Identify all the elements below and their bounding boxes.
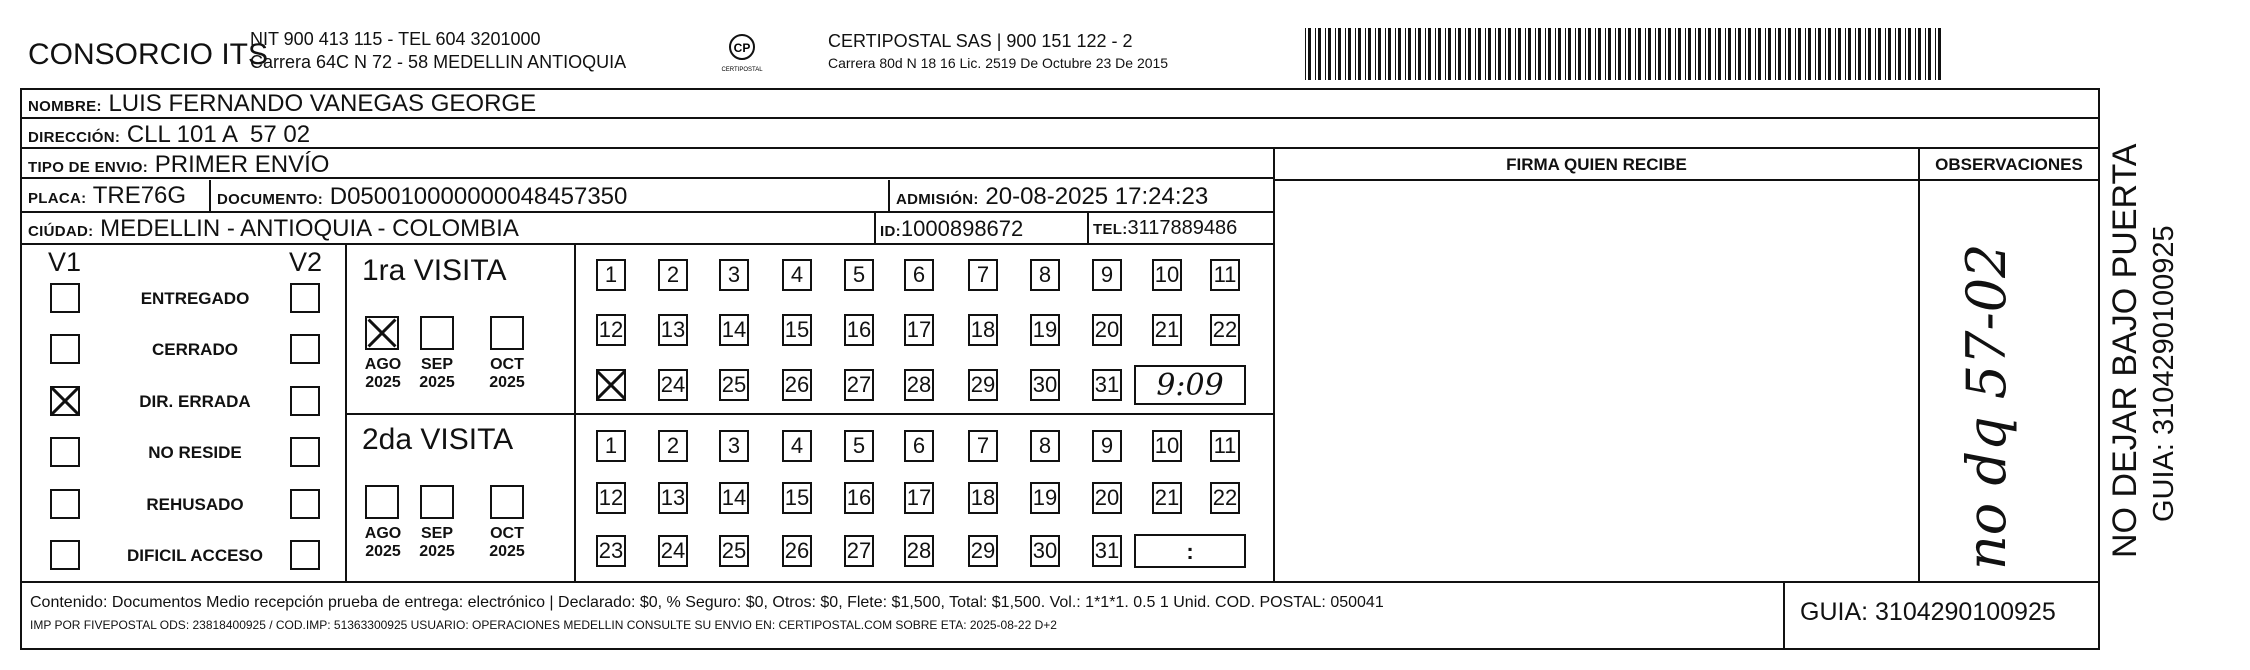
barcode-bar	[1718, 28, 1721, 80]
barcode-bar	[1648, 28, 1651, 80]
barcode-bar	[1908, 28, 1911, 80]
v2-dir-errada-checkbox[interactable]	[290, 386, 320, 416]
v2-cerrado-checkbox[interactable]	[290, 334, 320, 364]
barcode-bar	[1788, 28, 1791, 80]
barcode-bar	[1858, 28, 1861, 80]
barcode-bar	[1395, 28, 1396, 80]
first-visit-day-14[interactable]: 14	[719, 314, 749, 346]
barcode-bar	[1608, 28, 1611, 80]
barcode-bar	[1938, 28, 1941, 80]
direccion-label: DIRECCIÓN:	[28, 129, 121, 146]
v2-no-reside-checkbox[interactable]	[290, 437, 320, 467]
barcode-bar	[1785, 28, 1786, 80]
firma-divider	[1273, 149, 1275, 581]
barcode-bar	[1505, 28, 1506, 80]
barcode-bar	[1805, 28, 1806, 80]
barcode-bar	[1715, 28, 1716, 80]
second-visit-day-20[interactable]: 20	[1092, 482, 1122, 514]
first-visit-day-10[interactable]: 10	[1152, 259, 1182, 291]
barcode-bar	[1848, 28, 1851, 80]
barcode-bar	[1435, 28, 1436, 80]
barcode-bar	[1475, 28, 1476, 80]
first-visit-ago-checkbox[interactable]	[365, 316, 399, 350]
second-visit-time[interactable]: :	[1134, 534, 1246, 568]
barcode-bar	[1765, 28, 1766, 80]
barcode-bar	[1385, 28, 1386, 80]
first-visit-day-7[interactable]: 7	[968, 259, 998, 291]
placa-value: TRE76G	[92, 182, 187, 209]
barcode-bar	[1488, 28, 1491, 80]
v1-dificil-acceso-checkbox[interactable]	[50, 540, 80, 570]
first-visit-day-23[interactable]	[596, 369, 626, 401]
first-visit-day-3[interactable]: 3	[719, 259, 749, 291]
barcode-bar	[1335, 28, 1336, 80]
barcode-bar	[1898, 28, 1901, 80]
second-visit-day-3[interactable]: 3	[719, 430, 749, 462]
barcode-bar	[1745, 28, 1746, 80]
first-visit-day-25[interactable]: 25	[719, 369, 749, 401]
barcode-bar	[1885, 28, 1886, 80]
first-visit-day-24[interactable]: 24	[658, 369, 688, 401]
barcode-bar	[1448, 28, 1451, 80]
barcode-bar	[1738, 28, 1741, 80]
barcode-bar	[1688, 28, 1691, 80]
first-visit-day-19[interactable]: 19	[1030, 314, 1060, 346]
barcode-bar	[1365, 28, 1366, 80]
barcode-bar	[1775, 28, 1776, 80]
second-visit-day-30[interactable]: 30	[1030, 535, 1060, 567]
first-visit-day-28[interactable]: 28	[904, 369, 934, 401]
barcode-bar	[1465, 28, 1466, 80]
tel-value: 3117889486	[1127, 217, 1238, 239]
barcode-bar	[1828, 28, 1831, 80]
second-visit-month-oct: OCT 2025	[489, 525, 525, 560]
barcode-bar	[1905, 28, 1906, 80]
barcode-bar	[1808, 28, 1811, 80]
barcode-bar	[1705, 28, 1706, 80]
second-visit-day-6[interactable]: 6	[904, 430, 934, 462]
second-visit-day-23[interactable]: 23	[596, 535, 626, 567]
second-visit-day-21[interactable]: 21	[1152, 482, 1182, 514]
barcode-bar	[1558, 28, 1561, 80]
visit-separator	[345, 413, 1273, 415]
barcode-bar	[1485, 28, 1486, 80]
barcode-bar	[1888, 28, 1891, 80]
first-visit-day-18[interactable]: 18	[968, 314, 998, 346]
barcode-bar	[1405, 28, 1406, 80]
barcode-bar	[1418, 28, 1421, 80]
tipo-label: TIPO DE ENVIO:	[28, 159, 149, 176]
second-visit-day-15[interactable]: 15	[782, 482, 812, 514]
barcode-bar	[1518, 28, 1521, 80]
barcode-bar	[1725, 28, 1726, 80]
barcode-bar	[1458, 28, 1461, 80]
second-visit-day-28[interactable]: 28	[904, 535, 934, 567]
tel-label: TEL:	[1093, 221, 1128, 238]
barcode-bar	[1878, 28, 1881, 80]
barcode-bar	[1755, 28, 1756, 80]
barcode-bar	[1835, 28, 1836, 80]
first-visit-day-22[interactable]: 22	[1210, 314, 1240, 346]
barcode-bar	[1578, 28, 1581, 80]
barcode-bar	[1798, 28, 1801, 80]
documento-value: D050010000000048457350	[329, 183, 628, 210]
cert-line: CERTIPOSTAL SAS | 900 151 122 - 2	[828, 31, 1133, 51]
second-visit-day-27[interactable]: 27	[844, 535, 874, 567]
barcode-bar	[1698, 28, 1701, 80]
first-visit-day-8[interactable]: 8	[1030, 259, 1060, 291]
barcode-bar	[1528, 28, 1531, 80]
barcode-bar	[1445, 28, 1446, 80]
barcode-bar	[1928, 28, 1931, 80]
admision-value: 20-08-2025 17:24:23	[985, 183, 1209, 210]
barcode-bar	[1678, 28, 1681, 80]
side-notice: NO DEJAR BAJO PUERTA	[2106, 143, 2144, 558]
first-visit-day-13[interactable]: 13	[658, 314, 688, 346]
barcode-bar	[1655, 28, 1656, 80]
barcode	[1305, 28, 1945, 80]
first-visit-day-20[interactable]: 20	[1092, 314, 1122, 346]
first-visit-day-31[interactable]: 31	[1092, 369, 1122, 401]
side-guia: GUIA: 3104290100925	[2148, 225, 2180, 522]
barcode-bar	[1358, 28, 1361, 80]
barcode-bar	[1305, 28, 1306, 80]
second-visit-day-31[interactable]: 31	[1092, 535, 1122, 567]
second-visit-day-2[interactable]: 2	[658, 430, 688, 462]
barcode-bar	[1378, 28, 1381, 80]
second-visit-day-26[interactable]: 26	[782, 535, 812, 567]
v2-label: V2	[289, 247, 323, 277]
second-visit-day-5[interactable]: 5	[844, 430, 874, 462]
barcode-bar	[1865, 28, 1866, 80]
second-visit-day-14[interactable]: 14	[719, 482, 749, 514]
barcode-bar	[1438, 28, 1441, 80]
ciudad-value: MEDELLIN - ANTIOQUIA - COLOMBIA	[100, 215, 519, 242]
barcode-bar	[1575, 28, 1576, 80]
barcode-bar	[1318, 28, 1321, 80]
barcode-bar	[1468, 28, 1471, 80]
first-visit-day-5[interactable]: 5	[844, 259, 874, 291]
barcode-bar	[1425, 28, 1426, 80]
barcode-bar	[1415, 28, 1416, 80]
barcode-bar	[1595, 28, 1596, 80]
barcode-bar	[1455, 28, 1456, 80]
first-visit-month-oct: OCT 2025	[489, 356, 525, 391]
barcode-bar	[1635, 28, 1636, 80]
v1-dir-errada-checkbox[interactable]	[50, 386, 80, 416]
barcode-bar	[1545, 28, 1546, 80]
barcode-bar	[1398, 28, 1401, 80]
barcode-bar	[1935, 28, 1936, 80]
first-visit-day-15[interactable]: 15	[782, 314, 812, 346]
barcode-bar	[1665, 28, 1666, 80]
status-no-reside: NO RESIDE	[148, 443, 242, 462]
svg-text:CERTIPOSTAL: CERTIPOSTAL	[721, 67, 763, 73]
barcode-bar	[1555, 28, 1556, 80]
barcode-bar	[1535, 28, 1536, 80]
tipo-value: PRIMER ENVÍO	[154, 151, 330, 178]
certipostal-info	[828, 30, 1168, 74]
first-visit-month-ago: AGO 2025	[364, 356, 402, 391]
second-visit-day-1[interactable]: 1	[596, 430, 626, 462]
first-visit-day-11[interactable]: 11	[1210, 259, 1240, 291]
second-visit-day-18[interactable]: 18	[968, 482, 998, 514]
status-cerrado: CERRADO	[152, 340, 238, 359]
barcode-bar	[1498, 28, 1501, 80]
second-visit-day-29[interactable]: 29	[968, 535, 998, 567]
first-visit-day-4[interactable]: 4	[782, 259, 812, 291]
barcode-bar	[1588, 28, 1591, 80]
firma-header-line	[1273, 179, 2098, 181]
barcode-bar	[1308, 28, 1311, 80]
barcode-bar	[1388, 28, 1391, 80]
barcode-bar	[1355, 28, 1356, 80]
barcode-bar	[1428, 28, 1431, 80]
barcode-bar	[1748, 28, 1751, 80]
barcode-bar	[1758, 28, 1761, 80]
second-visit-day-16[interactable]: 16	[844, 482, 874, 514]
nit-line: NIT 900 413 115 - TEL 604 3201000	[250, 29, 541, 49]
barcode-bar	[1538, 28, 1541, 80]
barcode-bar	[1525, 28, 1526, 80]
second-visit-sep-checkbox[interactable]	[420, 485, 454, 519]
barcode-bar	[1348, 28, 1351, 80]
second-visit-day-17[interactable]: 17	[904, 482, 934, 514]
direccion-row	[20, 119, 2100, 149]
barcode-bar	[1638, 28, 1641, 80]
barcode-bar	[1778, 28, 1781, 80]
first-visit-day-12[interactable]: 12	[596, 314, 626, 346]
barcode-bar	[1818, 28, 1821, 80]
barcode-bar	[1625, 28, 1626, 80]
certipostal-logo	[712, 33, 772, 77]
v2-entregado-checkbox[interactable]	[290, 283, 320, 313]
tipo-row	[20, 149, 1275, 179]
barcode-bar	[1315, 28, 1316, 80]
barcode-bar	[1875, 28, 1876, 80]
first-visit-day-6[interactable]: 6	[904, 259, 934, 291]
barcode-bar	[1708, 28, 1711, 80]
barcode-bar	[1845, 28, 1846, 80]
v2-rehusado-checkbox[interactable]	[290, 489, 320, 519]
nombre-row	[20, 88, 2100, 119]
barcode-bar	[1658, 28, 1661, 80]
v2-dificil-acceso-checkbox[interactable]	[290, 540, 320, 570]
second-visit-day-11[interactable]: 11	[1210, 430, 1240, 462]
barcode-bar	[1548, 28, 1551, 80]
firma-header: FIRMA QUIEN RECIBE	[1506, 155, 1687, 174]
id-label: ID:	[880, 223, 901, 240]
status-rehusado: REHUSADO	[146, 495, 244, 514]
first-visit-day-2[interactable]: 2	[658, 259, 688, 291]
address-line: Carrera 64C N 72 - 58 MEDELLIN ANTIOQUIA	[250, 52, 627, 72]
barcode-bar	[1328, 28, 1331, 80]
first-visit-day-29[interactable]: 29	[968, 369, 998, 401]
company-info	[250, 28, 626, 74]
second-visit-day-25[interactable]: 25	[719, 535, 749, 567]
barcode-bar	[1598, 28, 1601, 80]
barcode-bar	[1925, 28, 1926, 80]
barcode-bar	[1675, 28, 1676, 80]
barcode-bar	[1515, 28, 1516, 80]
first-visit-title: 1ra VISITA	[362, 254, 507, 287]
first-visit-oct-checkbox[interactable]	[490, 316, 524, 350]
placa-label: PLACA:	[28, 190, 87, 207]
barcode-bar	[1618, 28, 1621, 80]
barcode-bar	[1685, 28, 1686, 80]
second-visit-day-7[interactable]: 7	[968, 430, 998, 462]
v1-cerrado-checkbox[interactable]	[50, 334, 80, 364]
status-entregado: ENTREGADO	[140, 289, 250, 308]
second-visit-day-19[interactable]: 19	[1030, 482, 1060, 514]
barcode-bar	[1628, 28, 1631, 80]
status-dir-errada: DIR. ERRADA	[139, 392, 251, 411]
barcode-bar	[1368, 28, 1371, 80]
barcode-bar	[1375, 28, 1376, 80]
observaciones-header: OBSERVACIONES	[1935, 155, 2083, 174]
first-visit-day-26[interactable]: 26	[782, 369, 812, 401]
second-visit-ago-checkbox[interactable]	[365, 485, 399, 519]
second-visit-day-12[interactable]: 12	[596, 482, 626, 514]
barcode-bar	[1735, 28, 1736, 80]
barcode-bar	[1838, 28, 1841, 80]
barcode-bar	[1918, 28, 1921, 80]
v1-label: V1	[48, 247, 82, 277]
svg-text:CP: CP	[733, 41, 751, 55]
second-visit-day-4[interactable]: 4	[782, 430, 812, 462]
second-visit-day-22[interactable]: 22	[1210, 482, 1240, 514]
second-visit-day-8[interactable]: 8	[1030, 430, 1060, 462]
barcode-bar	[1868, 28, 1871, 80]
first-visit-day-1[interactable]: 1	[596, 259, 626, 291]
status-dificil-acceso: DIFICIL ACCESO	[126, 546, 263, 565]
barcode-bar	[1408, 28, 1411, 80]
first-visit-day-27[interactable]: 27	[844, 369, 874, 401]
id-value: 1000898672	[900, 216, 1024, 241]
footer-content: Contenido: Documentos Medio recepción prueba de entrega: electrónico | Declarado: $0, % Seguro: $0, Otros: $0, Flete: $1,500, Total: $1,500. Vol.: 1*1*1. 0.5 1 Unid. COD. POSTAL: 050041	[30, 594, 1384, 611]
footer-guia: GUIA: 3104290100925	[1800, 598, 2056, 626]
first-visit-time[interactable]: 9:09	[1134, 365, 1246, 405]
company-name: CONSORCIO ITS	[28, 38, 269, 71]
documento-label: DOCUMENTO:	[217, 191, 324, 208]
observaciones-divider	[1918, 149, 1920, 581]
second-visit-title: 2da VISITA	[362, 423, 514, 456]
nombre-label: NOMBRE:	[28, 98, 102, 115]
second-visit-day-24[interactable]: 24	[658, 535, 688, 567]
observation-handwriting: no dq 57-02	[1955, 243, 2018, 570]
barcode-bar	[1325, 28, 1326, 80]
barcode-bar	[1495, 28, 1496, 80]
first-visit-day-16[interactable]: 16	[844, 314, 874, 346]
barcode-bar	[1508, 28, 1511, 80]
barcode-bar	[1338, 28, 1341, 80]
barcode-bar	[1895, 28, 1896, 80]
barcode-bar	[1565, 28, 1566, 80]
footer-line	[20, 581, 2100, 583]
barcode-bar	[1915, 28, 1916, 80]
barcode-bar	[1815, 28, 1816, 80]
first-visit-day-9[interactable]: 9	[1092, 259, 1122, 291]
first-visit-month-sep: SEP 2025	[419, 356, 455, 391]
footer-guia-divider	[1783, 581, 1785, 650]
second-visit-month-ago: AGO 2025	[364, 525, 402, 560]
barcode-bar	[1825, 28, 1826, 80]
direccion-value: CLL 101 A 57 02	[126, 121, 311, 148]
first-visit-sep-checkbox[interactable]	[420, 316, 454, 350]
admision-label: ADMISIÓN:	[896, 191, 979, 208]
v1-no-reside-checkbox[interactable]	[50, 437, 80, 467]
first-visit-day-30[interactable]: 30	[1030, 369, 1060, 401]
barcode-bar	[1855, 28, 1856, 80]
barcode-bar	[1615, 28, 1616, 80]
barcode-bar	[1568, 28, 1571, 80]
barcode-bar	[1645, 28, 1646, 80]
barcode-bar	[1585, 28, 1586, 80]
ciudad-label: CIÚDAD:	[28, 223, 94, 240]
second-visit-day-9[interactable]: 9	[1092, 430, 1122, 462]
second-visit-oct-checkbox[interactable]	[490, 485, 524, 519]
cert-sub: Carrera 80d N 18 16 Lic. 2519 De Octubre 23 De 2015	[828, 55, 1169, 71]
first-visit-day-17[interactable]: 17	[904, 314, 934, 346]
barcode-bar	[1768, 28, 1771, 80]
nombre-value: LUIS FERNANDO VANEGAS GEORGE	[108, 90, 537, 117]
barcode-bar	[1478, 28, 1481, 80]
second-visit-day-10[interactable]: 10	[1152, 430, 1182, 462]
barcode-bar	[1345, 28, 1346, 80]
barcode-bar	[1605, 28, 1606, 80]
first-visit-day-21[interactable]: 21	[1152, 314, 1182, 346]
barcode-bar	[1695, 28, 1696, 80]
v1-entregado-checkbox[interactable]	[50, 283, 80, 313]
barcode-bar	[1795, 28, 1796, 80]
barcode-bar	[1668, 28, 1671, 80]
barcode-bar	[1728, 28, 1731, 80]
second-visit-day-13[interactable]: 13	[658, 482, 688, 514]
footer-imp: IMP POR FIVEPOSTAL ODS: 23818400925 / COD.IMP: 51363300925 USUARIO: OPERACIONES MEDELLIN CONSULTE SU ENVIO EN: CERTIPOSTAL.COM SOBRE ETA: 2025-08-22 D+2	[30, 618, 1057, 632]
second-visit-month-sep: SEP 2025	[419, 525, 455, 560]
v1-rehusado-checkbox[interactable]	[50, 489, 80, 519]
